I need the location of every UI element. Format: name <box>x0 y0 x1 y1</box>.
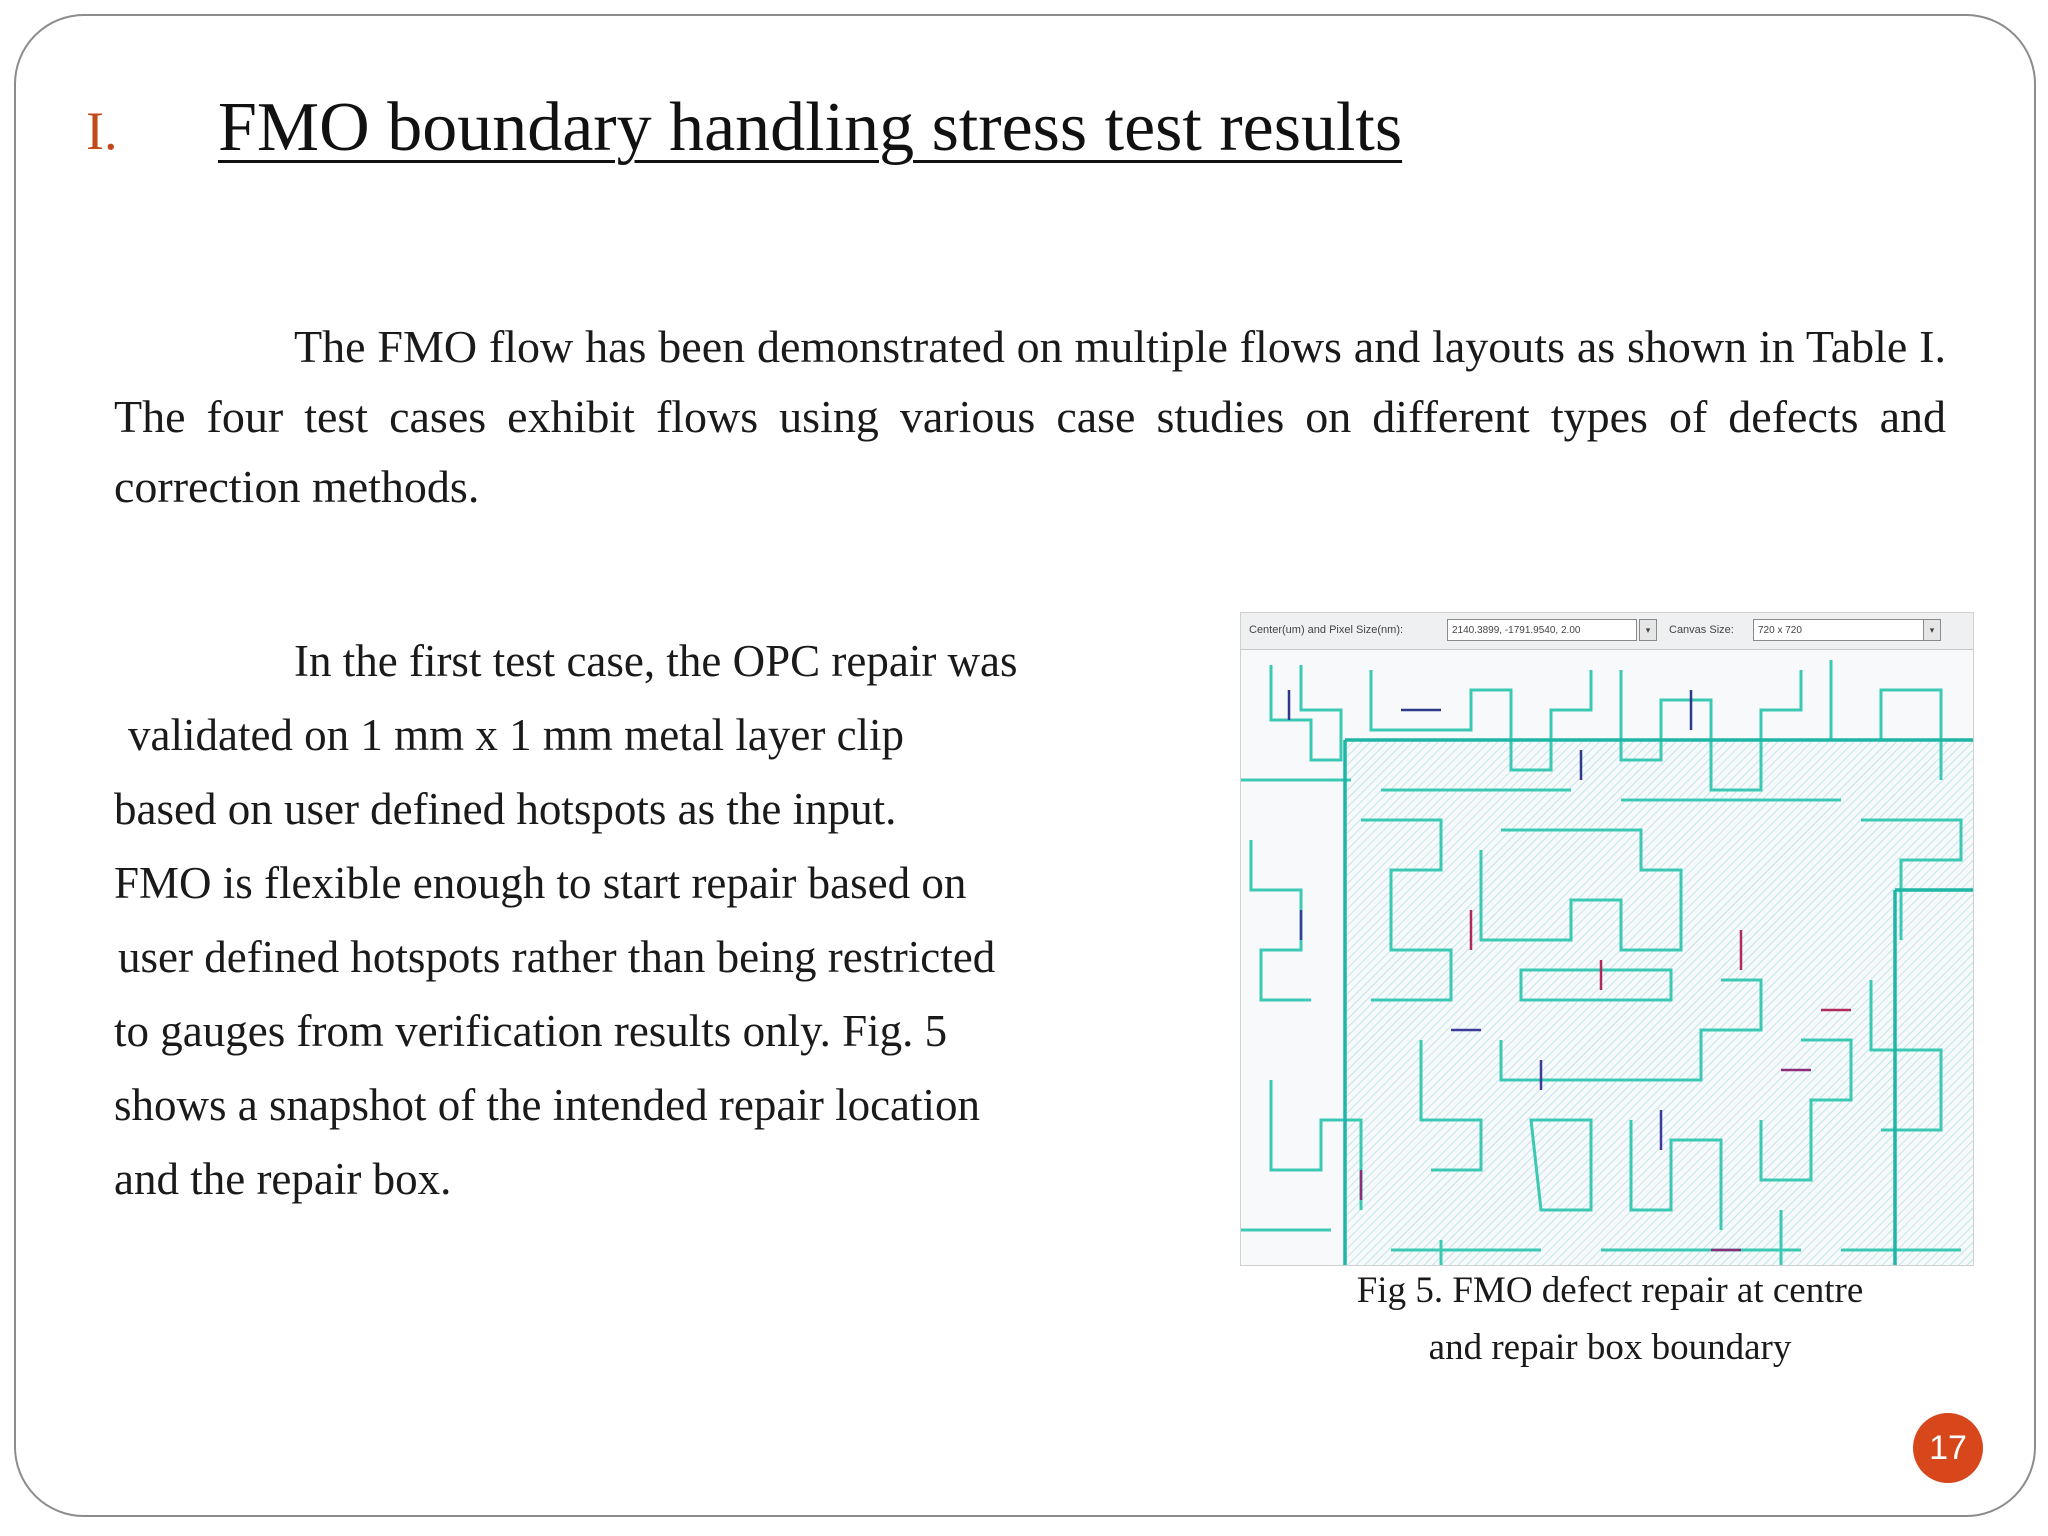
viewer-toolbar <box>1241 613 1973 650</box>
paragraph-line: In the first test case, the OPC repair was <box>294 636 1018 686</box>
center-dropdown-icon[interactable]: ▾ <box>1639 619 1657 641</box>
intro-paragraph-text: The FMO flow has been demonstrated on multiple flows and layouts as shown in Table I. The four test cases exhibit flows using various case studies on different types of defects and correction methods. <box>114 321 1946 512</box>
layout-snapshot-figure <box>1240 612 1974 1266</box>
caption-line: Fig 5. FMO defect repair at centre <box>1356 1270 1864 1311</box>
paragraph-line: and the repair box. <box>114 1154 452 1204</box>
paragraph-line: validated on 1 mm x 1 mm metal layer clip <box>128 710 905 760</box>
figure-caption <box>1240 1262 1980 1376</box>
canvas-size-label: Canvas Size: <box>1669 624 1734 636</box>
paragraph-line: based on user defined hotspots as the input. <box>114 784 897 834</box>
heading-number: I. <box>86 101 118 161</box>
paragraph-line: user defined hotspots rather than being restricted <box>118 932 996 982</box>
center-label: Center(um) and Pixel Size(nm): <box>1249 624 1404 636</box>
paragraph-line: shows a snapshot of the intended repair location <box>114 1080 981 1130</box>
metal-layout-canvas <box>1241 650 1973 1265</box>
center-field[interactable]: 2140.3899, -1791.9540, 2.00 <box>1447 619 1637 641</box>
caption-line: and repair box boundary <box>1428 1327 1792 1368</box>
canvas-size-field[interactable]: 720 x 720 <box>1753 619 1941 641</box>
intro-paragraph <box>114 312 1946 522</box>
paragraph-line: FMO is flexible enough to start repair based on <box>114 858 967 908</box>
canvas-size-dropdown-icon[interactable]: ▾ <box>1923 619 1941 641</box>
test-case-paragraph <box>114 624 1134 1216</box>
page-number-badge: 17 <box>1913 1413 1983 1483</box>
heading-title: FMO boundary handling stress test results <box>218 89 1403 166</box>
paragraph-line: to gauges from verification results only. Fig. 5 <box>114 1006 948 1056</box>
